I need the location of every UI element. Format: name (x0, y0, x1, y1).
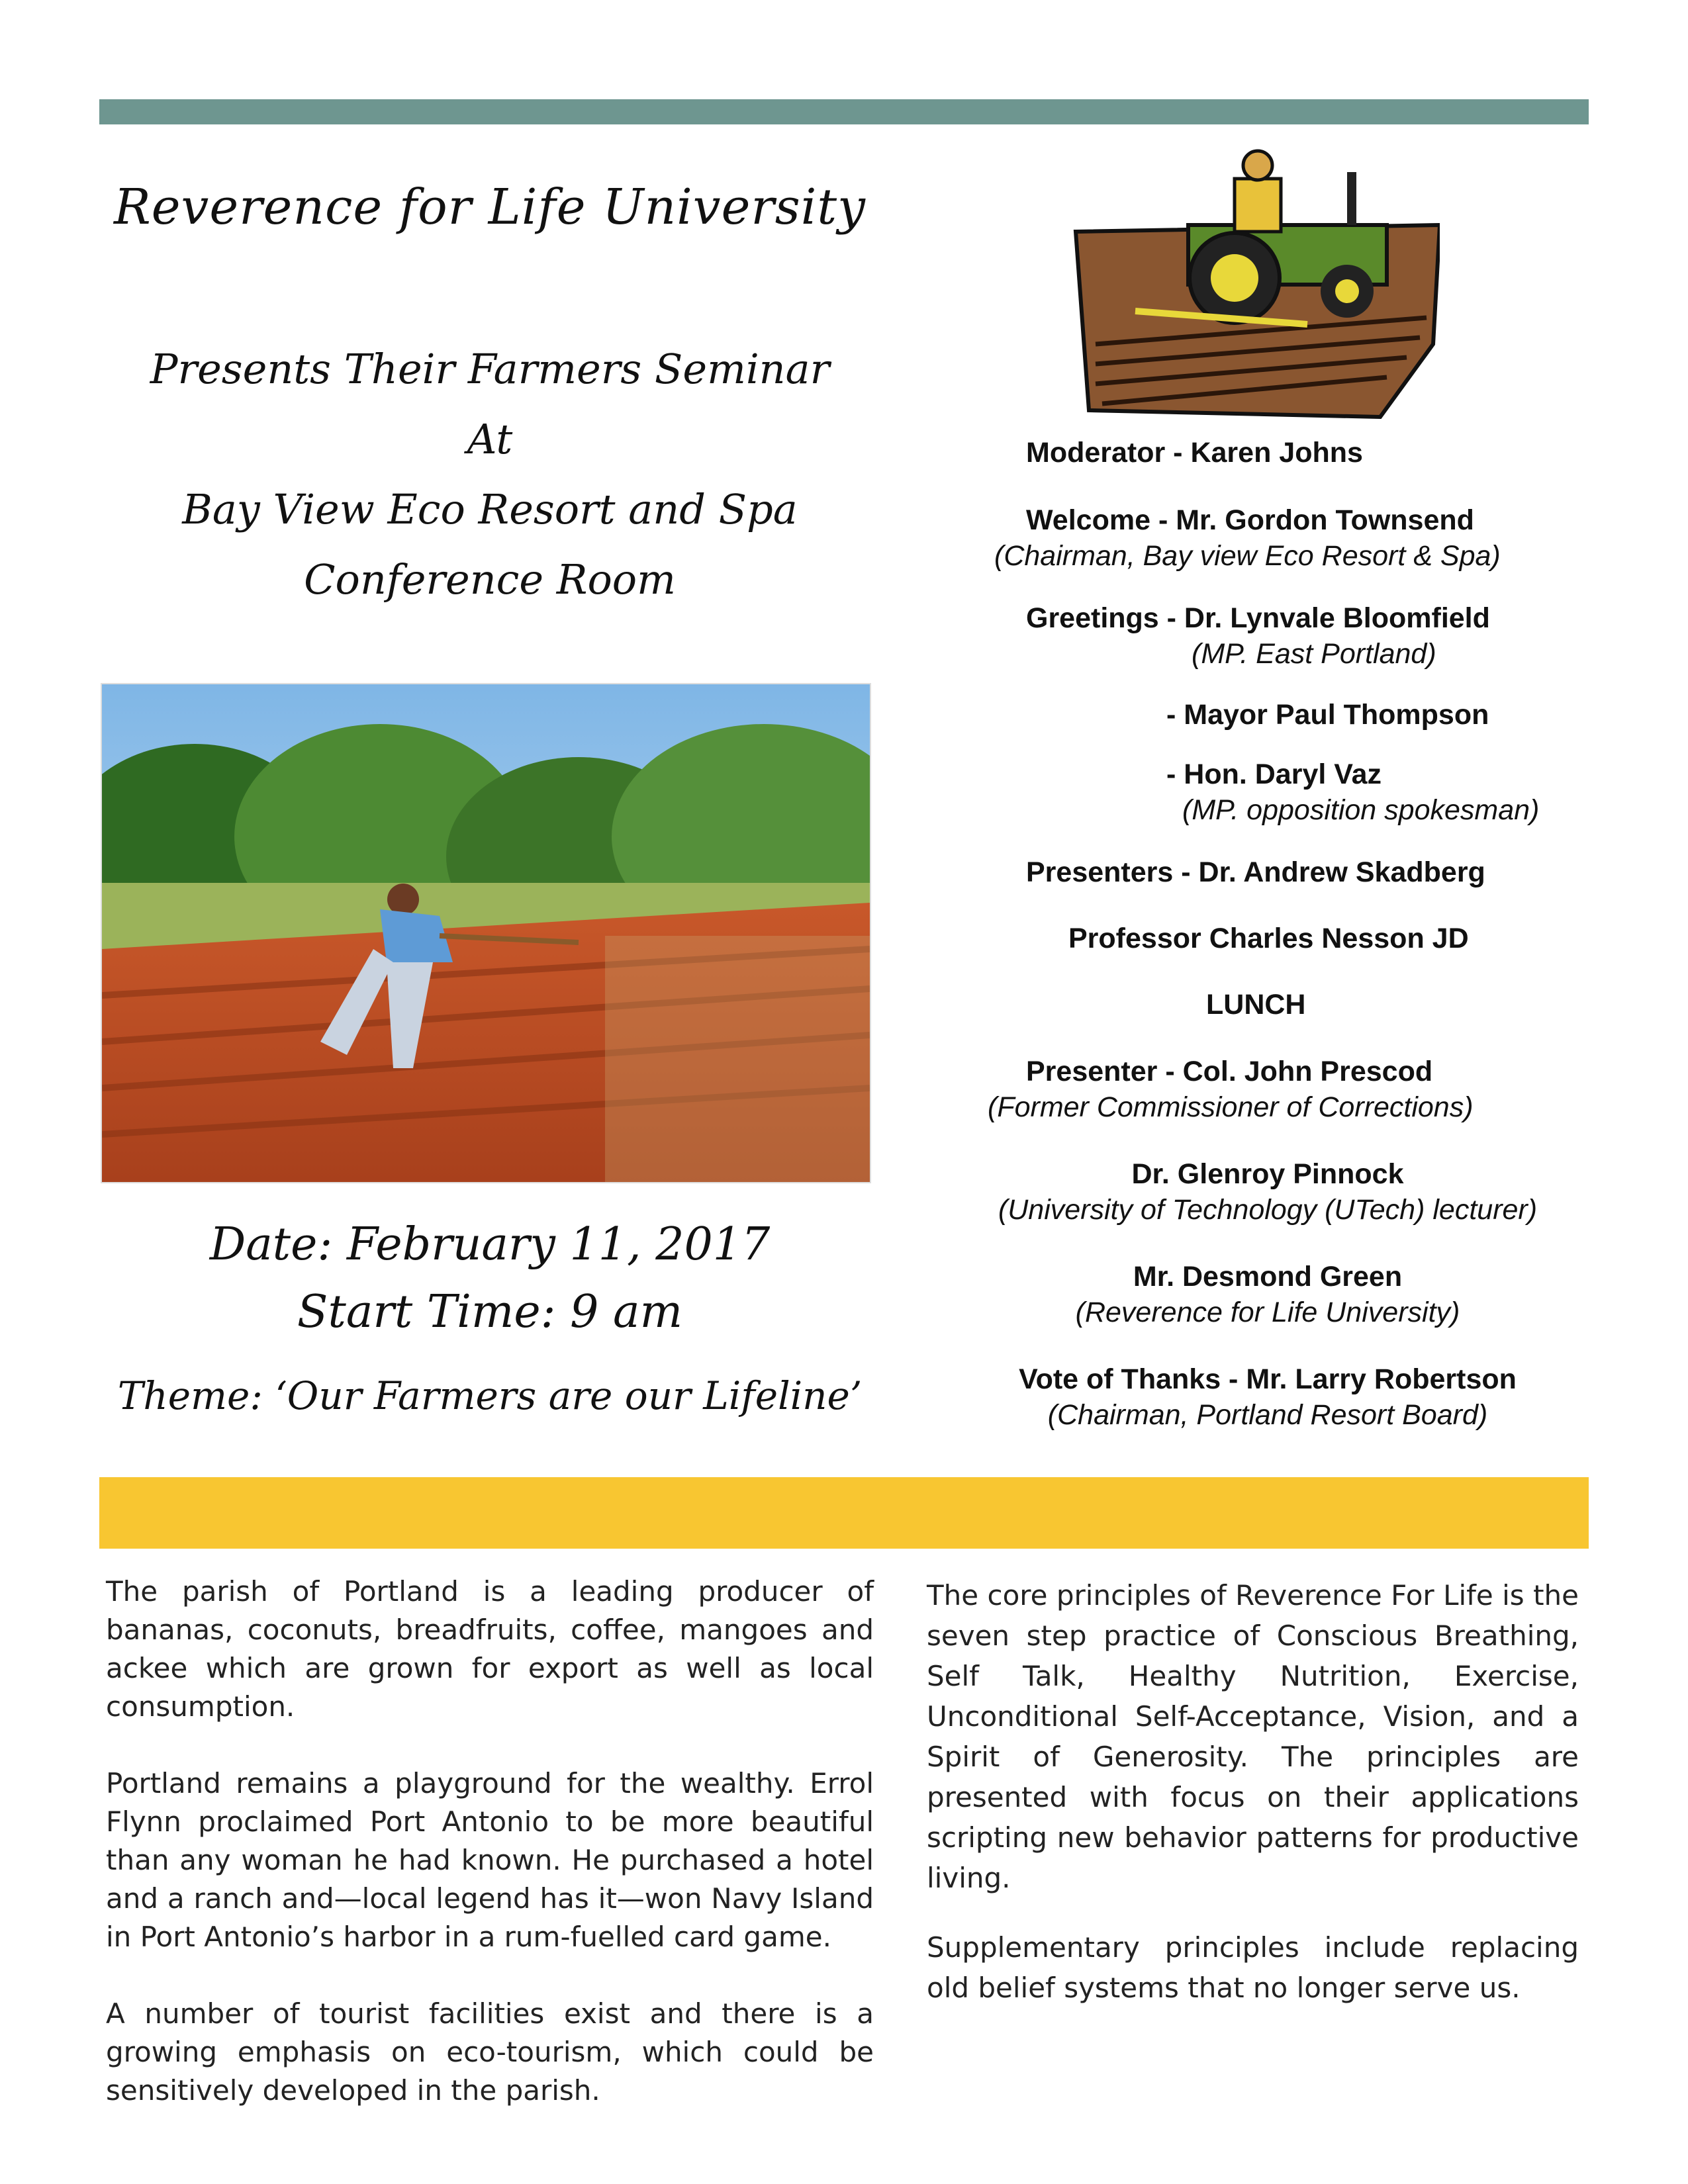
welcome-note: (Chairman, Bay view Eco Resort & Spa) (994, 540, 1501, 572)
greetings-note: (MP. East Portland) (1192, 638, 1436, 670)
presents-block (99, 334, 880, 615)
tractor-illustration (1069, 146, 1440, 424)
page-title: Reverence for Life University (114, 179, 866, 236)
event-start-time: Start Time: 9 am (297, 1286, 683, 1338)
presenter-pinnock-note: (University of Technology (UTech) lecturer) (998, 1194, 1538, 1226)
greeting-mayor-line: - Mayor Paul Thompson (1166, 699, 1489, 731)
event-theme: Theme: ‘Our Farmers are our Lifeline’ (117, 1373, 863, 1418)
vote-of-thanks-line: Vote of Thanks - Mr. Larry Robertson (1019, 1363, 1517, 1395)
presenter-prescod-line: Presenter - Col. John Prescod (1026, 1056, 1433, 1087)
presenter-nesson-line: Professor Charles Nesson JD (1068, 923, 1469, 954)
welcome-line: Welcome - Mr. Gordon Townsend (1026, 504, 1474, 536)
lunch-line: LUNCH (1206, 989, 1306, 1021)
presents-line: At (467, 415, 513, 463)
article-paragraph: The core principles of Reverence For Life is the seven step practice of Conscious Breathing, Self Talk, Healthy Nutrition, Exercise, Unconditional Self-Acceptance, Vision, and a Spirit of Generosity. The principles are presented with focus on their applications scripting new behavior patterns for productive living. (927, 1579, 1579, 1894)
vote-of-thanks-note: (Chairman, Portland Resort Board) (1047, 1399, 1488, 1431)
presenter-pinnock-line: Dr. Glenroy Pinnock (1131, 1158, 1404, 1190)
date-block (99, 1211, 880, 1346)
presenters-line: Presenters - Dr. Andrew Skadberg (1026, 856, 1485, 888)
presenter-prescod-note: (Former Commissioner of Corrections) (988, 1091, 1474, 1123)
event-date: Date: February 11, 2017 (209, 1218, 771, 1271)
greetings-line: Greetings - Dr. Lynvale Bloomfield (1026, 602, 1490, 634)
greeting-vaz-note: (MP. opposition spokesman) (1182, 794, 1540, 826)
yellow-divider-bar (99, 1477, 1589, 1549)
presents-line: Conference Room (304, 555, 676, 604)
article-paragraph: A number of tourist facilities exist and there is a growing emphasis on eco-tourism, which could be sensitively developed in the parish. (106, 1997, 874, 2107)
farmer-photo (101, 683, 871, 1183)
article-paragraph: Portland remains a playground for the wealthy. Errol Flynn proclaimed Port Antonio to be more beautiful than any woman he had known. He purchased a hotel and a ranch and—local legend has it—won Navy Island in Port Antonio’s harbor in a rum-fuelled card game. (106, 1767, 874, 1953)
top-divider-bar (99, 99, 1589, 124)
presenter-green-note: (Reverence for Life University) (1075, 1297, 1460, 1328)
presents-line: Presents Their Farmers Seminar (150, 345, 830, 393)
greeting-vaz-line: - Hon. Daryl Vaz (1166, 758, 1382, 790)
presents-line: Bay View Eco Resort and Spa (182, 485, 798, 533)
article-paragraph: Supplementary principles include replacing old belief systems that no longer serve us. (927, 1931, 1579, 2004)
left-article-column (106, 1572, 874, 2148)
article-paragraph: The parish of Portland is a leading producer of bananas, coconuts, breadfruits, coffee, mangoes and ackee which are grown for export as well as local consumption. (106, 1575, 874, 1723)
right-article-column (927, 1575, 1579, 2037)
presenter-green-line: Mr. Desmond Green (1133, 1261, 1403, 1293)
moderator-line: Moderator - Karen Johns (1026, 437, 1363, 469)
